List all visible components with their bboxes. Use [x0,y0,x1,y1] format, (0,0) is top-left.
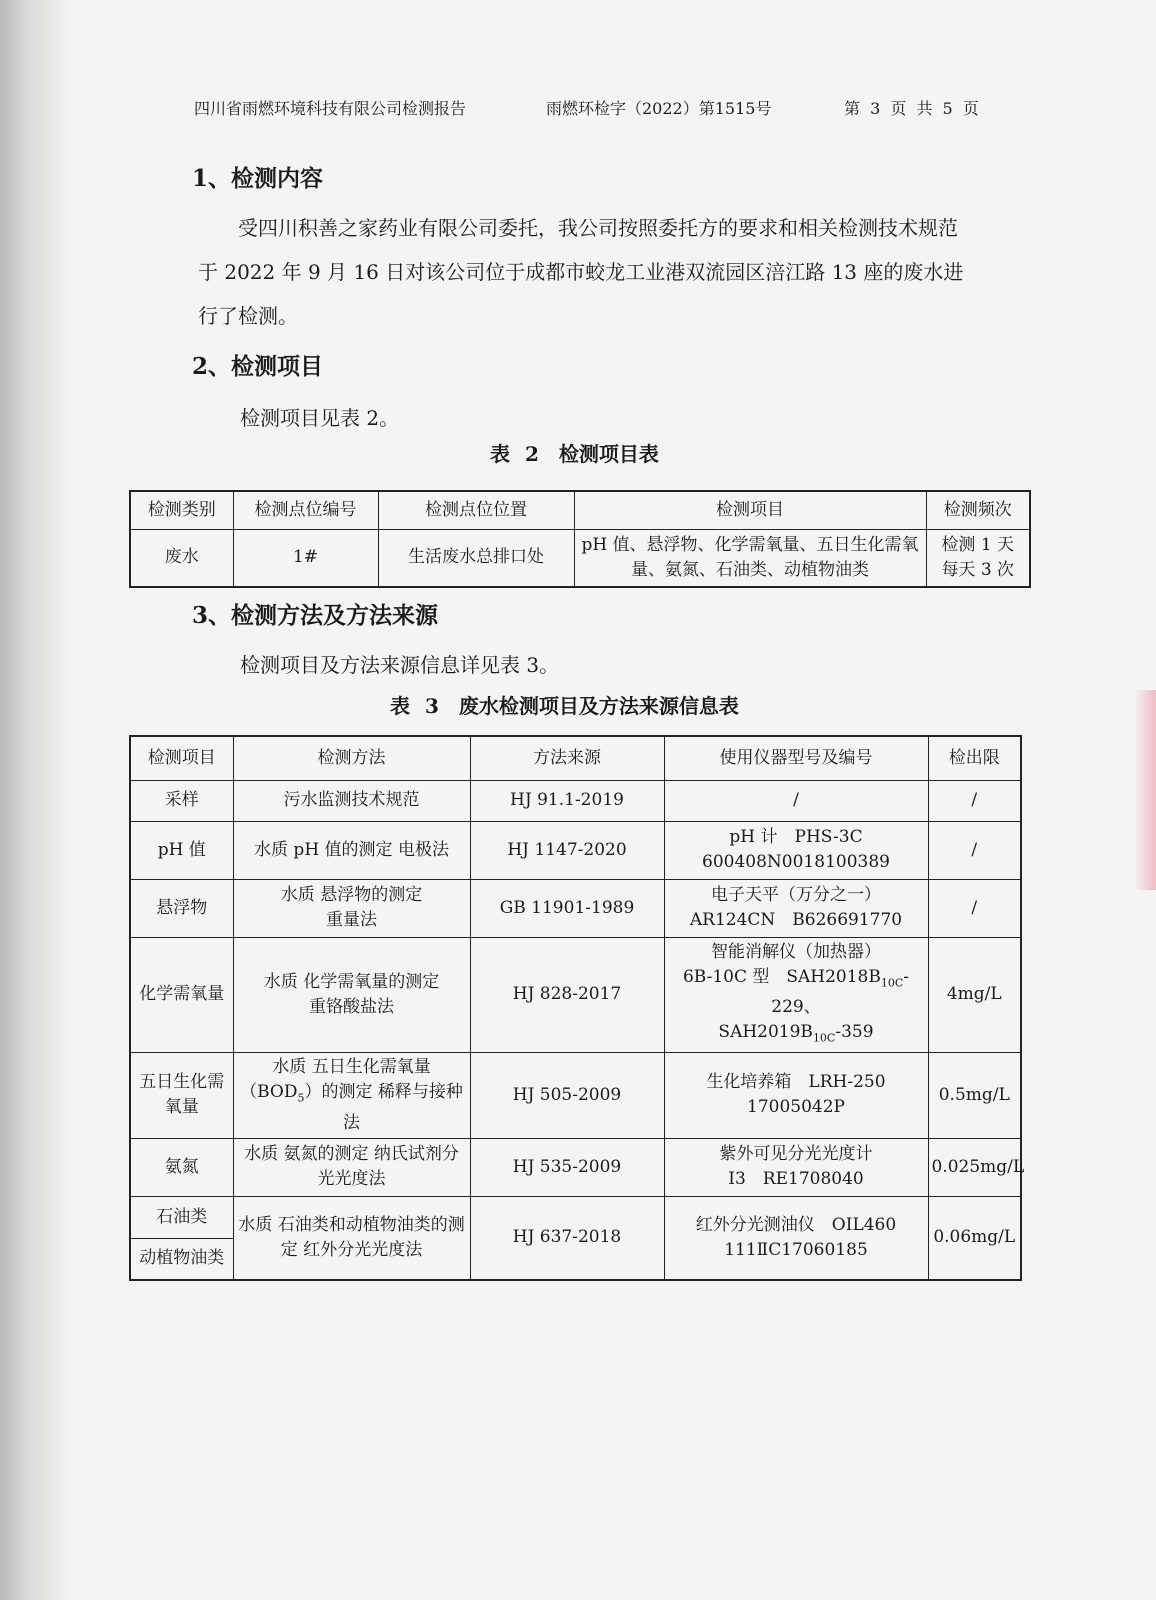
cell-item: 化学需氧量 [130,937,233,1053]
instrument-line3-a: SAH2019B [718,1021,813,1042]
table-row [130,937,1021,1053]
method-part2a: （BOD [240,1082,298,1103]
cell-source: HJ 1147-2020 [470,821,664,879]
cell-method: 水质 pH 值的测定 电极法 [233,821,470,879]
table3-caption: 表 3 废水检测项目及方法来源信息表 [390,694,739,718]
cell-limit: / [928,780,1021,821]
cell-method: 污水监测技术规范 [233,780,470,821]
cell-source: HJ 828-2017 [470,937,664,1053]
cell-item: 采样 [130,780,233,821]
cell-instrument [664,1196,928,1280]
cell-method [233,879,470,937]
table-row [130,1196,1021,1238]
section2-text: 检测项目见表 2。 [240,406,400,430]
method-part1: 水质 五日生化需氧量 [272,1057,431,1078]
instrument-line2-b: -229、 [771,966,910,1017]
section1-title: 1、检测内容 [192,165,324,192]
section2-title: 2、检测项目 [192,353,324,380]
col-header-instrument: 使用仪器型号及编号 [664,736,928,780]
table-header-row [130,491,1030,529]
cell-method: 水质 氨氮的测定 纳氏试剂分光光度法 [233,1138,470,1196]
table2-caption: 表 2 检测项目表 [490,442,659,466]
cell-item: 五日生化需氧量 [130,1053,233,1138]
page-header [194,96,979,122]
cell-source: HJ 91.1-2019 [470,780,664,821]
cell-source: GB 11901-1989 [470,879,664,937]
cell-location: 生活废水总排口处 [378,529,574,587]
cell-item: pH 值 [130,821,233,879]
cell-item: 石油类 [130,1196,233,1238]
cell-limit: 0.06mg/L [928,1196,1021,1280]
cell-method: 水质 石油类和动植物油类的测定 红外分光光度法 [233,1196,470,1280]
instrument-line1: 生化培养箱 LRH-250 [706,1072,886,1093]
instrument-line1: 红外分光测油仪 OIL460 [695,1214,897,1235]
cell-source: HJ 535-2009 [470,1138,664,1196]
instrument-line2: 17005042P [747,1097,845,1118]
cell-limit: / [928,879,1021,937]
cell-items: pH 值、悬浮物、化学需氧量、五日生化需氧量、氨氮、石油类、动植物油类 [574,529,926,587]
cell-instrument [664,937,928,1053]
cell-limit: 4mg/L [928,937,1021,1053]
col-header-source: 方法来源 [470,736,664,780]
instrument-line3-sub: 10C [812,1031,836,1045]
col-header-method: 检测方法 [233,736,470,780]
method-part2b: ）的测定 稀释与接种法 [304,1082,463,1133]
section1-text-content: 受四川积善之家药业有限公司委托，我公司按照委托方的要求和相关检测技术规范于 2022 年 9 月 16 日对该公司位于成都市蛟龙工业港双流园区涪江路 13 座的废水进行了检测。 [198,216,964,328]
cell-instrument [664,879,928,937]
table-row [130,1053,1021,1138]
instrument-line1: 紫外可见分光光度计 [719,1144,873,1165]
cell-method [233,1053,470,1138]
cell-source: HJ 505-2009 [470,1053,664,1138]
table-row [130,780,1021,821]
method-line2: 重铬酸盐法 [309,996,394,1017]
header-report-number: 雨燃环检字（2022）第1515号 [546,99,772,118]
cell-item: 动植物油类 [130,1238,233,1280]
table-row [130,879,1021,937]
header-company: 四川省雨燃环境科技有限公司检测报告 [194,99,467,118]
table-row [130,529,1030,587]
col-header-category: 检测类别 [130,491,233,529]
method-line1: 水质 化学需氧量的测定 [263,971,440,992]
col-header-frequency: 检测频次 [926,491,1030,529]
col-header-items: 检测项目 [574,491,926,529]
col-header-limit: 检出限 [928,736,1021,780]
cell-item: 氨氮 [130,1138,233,1196]
method-part2-sub: 5 [297,1091,305,1105]
cell-source: HJ 637-2018 [470,1196,664,1280]
table-row [130,821,1021,879]
header-page-number: 第 3 页 共 5 页 [844,99,979,118]
cell-limit: 0.025mg/L [928,1138,1021,1196]
table-row [130,1138,1021,1196]
cell-instrument [664,1053,928,1138]
instrument-line2: 600408N0018100389 [702,852,890,872]
instrument-line1: pH 计 PHS-3C [729,827,863,847]
cell-method [233,937,470,1053]
cell-point-no: 1# [233,529,378,587]
cell-instrument [664,1138,928,1196]
cell-instrument: / [664,780,928,821]
detection-items-table [129,490,1031,588]
cell-category: 废水 [130,529,233,587]
section3-text: 检测项目及方法来源信息详见表 3。 [240,653,560,677]
method-line1: 水质 悬浮物的测定 [280,885,423,905]
cell-limit: / [928,821,1021,879]
instrument-line2: AR124CN B626691770 [689,910,903,930]
cell-limit: 0.5mg/L [928,1053,1021,1138]
col-header-item: 检测项目 [130,736,233,780]
cell-item: 悬浮物 [130,879,233,937]
instrument-line2: 111ⅡC17060185 [724,1239,868,1260]
instrument-line2-a: 6B-10C 型 SAH2018B [682,966,881,987]
stamp-edge [1134,690,1156,890]
instrument-line1: 电子天平（万分之一） [711,885,881,905]
instrument-line1: 智能消解仪（加热器） [711,941,881,962]
instrument-line3-b: -359 [835,1021,874,1042]
methods-table [129,735,1025,1281]
section1-text [198,206,968,338]
page-binding-shadow [0,0,70,1600]
section3-title: 3、检测方法及方法来源 [192,602,439,629]
instrument-line3 [668,1020,925,1050]
freq-line2: 每天 3 次 [941,559,1015,580]
col-header-location: 检测点位位置 [378,491,574,529]
freq-line1: 检测 1 天 [941,534,1015,555]
instrument-line2-sub: 10C [880,975,904,989]
col-header-point-no: 检测点位编号 [233,491,378,529]
table-header-row [130,736,1021,780]
cell-frequency [926,529,1030,587]
instrument-line2 [668,965,925,1020]
instrument-line2: I3 RE1708040 [728,1169,864,1190]
cell-instrument [664,821,928,879]
method-line2: 重量法 [326,910,377,930]
